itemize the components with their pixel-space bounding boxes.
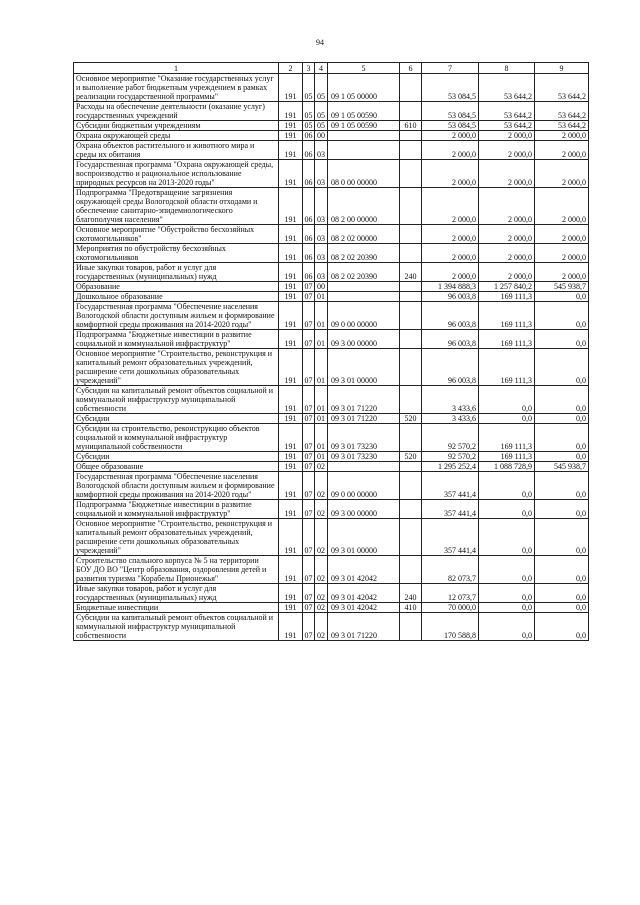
cell-value-col8: 2 000,0: [479, 131, 535, 141]
cell-pr: 03: [315, 141, 328, 160]
cell-pr: 03: [315, 160, 328, 188]
cell-ved: 191: [279, 74, 303, 102]
cell-csr: 09 1 05 00590: [328, 102, 400, 121]
cell-ved: 191: [279, 330, 303, 349]
cell-name: Дошкольное образование: [74, 292, 279, 302]
cell-ved: 191: [279, 131, 303, 141]
cell-csr: [328, 462, 400, 472]
cell-vr: [400, 472, 422, 500]
cell-name: Государственная программа "Обеспечение населения Вологодской области доступным жильем и формирование комфортной среды проживания на 2014-2020 годы": [74, 302, 279, 330]
cell-value-col7: 96 003,8: [422, 349, 479, 386]
cell-csr: [328, 282, 400, 292]
cell-ved: 191: [279, 292, 303, 302]
budget-table: [73, 62, 589, 641]
cell-csr: [328, 292, 400, 302]
cell-value-col7: 357 441,4: [422, 472, 479, 500]
cell-value-col7: 12 073,7: [422, 584, 479, 603]
cell-rz: 07: [303, 472, 315, 500]
cell-vr: [400, 282, 422, 292]
table-row: [74, 452, 589, 462]
table-row: [74, 472, 589, 500]
cell-name: Субсидии на строительство, реконструкцию объектов социальной и коммунальной инфраструктур муниципальной собственности: [74, 424, 279, 452]
cell-value-col9: 53 644,2: [535, 121, 589, 131]
cell-value-col9: 53 644,2: [535, 74, 589, 102]
cell-rz: 07: [304, 292, 313, 301]
cell-pr: 03: [315, 188, 328, 225]
cell-value-col9: 0,0: [535, 500, 589, 519]
cell-rz: 06: [303, 225, 315, 244]
cell-csr: 09 3 01 00000: [328, 519, 400, 556]
cell-value-col7: 82 073,7: [422, 556, 479, 584]
cell-value-col7: 53 084,5: [422, 102, 479, 121]
table-row: [74, 424, 589, 452]
table-row: [74, 282, 589, 292]
cell-vr: [400, 330, 422, 349]
cell-pr: 01: [315, 424, 328, 452]
cell-value-col7: 92 570,2: [422, 452, 479, 462]
cell-value-col8: 1 088 728,9: [479, 462, 535, 472]
cell-vr: [400, 519, 422, 556]
cell-value-col8: 0,0: [479, 414, 535, 424]
table-row: [74, 500, 589, 519]
cell-vr: 240: [400, 263, 422, 282]
cell-ved: 191: [279, 472, 303, 500]
cell-value-col7: 1 394 888,3: [422, 282, 479, 292]
cell-pr: 01: [315, 302, 328, 330]
cell-name: Субсидии бюджетным учреждениям: [74, 121, 279, 131]
cell-csr: 09 0 00 00000: [328, 472, 400, 500]
cell-value-col7: 2 000,0: [422, 141, 479, 160]
cell-pr: 01: [315, 349, 328, 386]
cell-value-col9: 53 644,2: [535, 102, 589, 121]
header-col-8: 8: [479, 63, 535, 74]
cell-csr: 09 3 01 42042: [328, 603, 400, 613]
cell-rz: 07: [303, 613, 315, 641]
cell-ved: 191: [279, 584, 303, 603]
cell-value-col7: 96 003,8: [422, 302, 479, 330]
cell-rz: 07: [303, 386, 315, 414]
cell-csr: [328, 131, 400, 141]
cell-value-col8: 2 000,0: [479, 263, 535, 282]
cell-vr: [400, 225, 422, 244]
header-col-6: 6: [400, 63, 422, 74]
cell-pr: 01: [315, 452, 328, 462]
cell-value-col9: 0,0: [535, 292, 589, 302]
table-row: [74, 121, 589, 131]
cell-value-col9: 2 000,0: [535, 225, 589, 244]
cell-rz: 06: [303, 263, 315, 282]
header-col-1: 1: [74, 63, 279, 74]
cell-ved: 191: [279, 188, 303, 225]
cell-rz: 07: [303, 302, 315, 330]
cell-name: Подпрограмма "Бюджетные инвестиции в развитие социальной и коммунальной инфраструктур": [74, 330, 279, 349]
table-row: [74, 244, 589, 263]
cell-vr: [400, 74, 422, 102]
cell-value-col8: 0,0: [479, 500, 535, 519]
table-row: [74, 349, 589, 386]
cell-name: Расходы на обеспечение деятельности (оказание услуг) государственных учреждений: [74, 102, 279, 121]
cell-value-col7: 2 000,0: [422, 188, 479, 225]
cell-value-col7: 357 441,4: [422, 519, 479, 556]
cell-ved: 191: [279, 452, 303, 462]
cell-rz: 06: [303, 160, 315, 188]
cell-value-col8: 169 111,3: [479, 349, 535, 386]
cell-ved: 191: [279, 102, 303, 121]
cell-name: Субсидии на капитальный ремонт объектов социальной и коммунальной инфраструктур муниципальной собственности: [74, 386, 279, 414]
cell-value-col8: 0,0: [479, 613, 535, 641]
cell-vr: [400, 131, 422, 141]
table-row: [74, 74, 589, 102]
cell-ved: 191: [279, 225, 303, 244]
cell-ved: 191: [279, 302, 303, 330]
cell-rz: 06: [304, 131, 313, 140]
cell-rz: 07: [303, 500, 315, 519]
cell-value-col8: 2 000,0: [479, 160, 535, 188]
cell-rz: 07: [304, 603, 313, 612]
cell-ved: 191: [279, 386, 303, 414]
cell-ved: 191: [279, 424, 303, 452]
cell-vr: 520: [400, 452, 422, 462]
cell-value-col8: 169 111,3: [479, 302, 535, 330]
cell-rz: 07: [303, 584, 315, 603]
cell-name: Подпрограмма "Предотвращение загрязнения окружающей среды Вологодской области отходами и обеспечение санитарно-эпидемиологического благополучия населения": [74, 188, 279, 225]
table-row: [74, 263, 589, 282]
cell-csr: 09 3 01 73230: [328, 424, 400, 452]
cell-vr: [400, 292, 422, 302]
cell-value-col8: 1 257 840,2: [479, 282, 535, 292]
cell-rz: 07: [303, 424, 315, 452]
cell-vr: [400, 386, 422, 414]
cell-rz: 07: [304, 452, 313, 461]
cell-csr: 09 3 00 00000: [328, 500, 400, 519]
cell-value-col9: 2 000,0: [535, 244, 589, 263]
cell-csr: 09 0 00 00000: [328, 302, 400, 330]
cell-value-col9: 0,0: [535, 519, 589, 556]
table-row: [74, 302, 589, 330]
cell-vr: [400, 244, 422, 263]
cell-value-col7: 3 433,6: [422, 386, 479, 414]
cell-pr: 02: [315, 500, 328, 519]
cell-value-col9: 545 938,7: [535, 462, 589, 472]
cell-pr: 05: [315, 74, 328, 102]
cell-ved: 191: [279, 613, 303, 641]
cell-pr: 02: [315, 519, 328, 556]
cell-rz: 05: [303, 74, 315, 102]
cell-rz: 07: [303, 519, 315, 556]
cell-value-col7: 96 003,8: [422, 330, 479, 349]
cell-value-col8: 0,0: [479, 472, 535, 500]
cell-name: Охрана окружающей среды: [74, 131, 279, 141]
cell-pr: 03: [315, 263, 328, 282]
cell-csr: 09 3 00 00000: [328, 330, 400, 349]
cell-name: Бюджетные инвестиции: [74, 603, 279, 613]
table-row: [74, 131, 589, 141]
cell-value-col9: 0,0: [535, 330, 589, 349]
cell-rz: 06: [303, 244, 315, 263]
cell-pr: 05: [315, 102, 328, 121]
cell-value-col9: 0,0: [535, 302, 589, 330]
cell-ved: 191: [279, 141, 303, 160]
table-body: [74, 74, 589, 641]
cell-vr: [400, 188, 422, 225]
cell-value-col9: 0,0: [535, 613, 589, 641]
cell-value-col8: 0,0: [479, 584, 535, 603]
cell-vr: [400, 349, 422, 386]
table-row: [74, 386, 589, 414]
table-row: [74, 225, 589, 244]
cell-vr: [400, 160, 422, 188]
table-row: [74, 330, 589, 349]
cell-csr: 08 0 00 00000: [328, 160, 400, 188]
cell-pr: 03: [315, 225, 328, 244]
cell-value-col9: 0,0: [535, 603, 589, 613]
table-row: [74, 292, 589, 302]
cell-pr: 02: [315, 556, 328, 584]
cell-value-col8: 2 000,0: [479, 188, 535, 225]
cell-csr: 09 3 01 71220: [328, 613, 400, 641]
cell-value-col7: 1 295 252,4: [422, 462, 479, 472]
cell-csr: 09 3 01 00000: [328, 349, 400, 386]
cell-value-col8: 169 111,3: [479, 424, 535, 452]
cell-name: Общее образование: [74, 462, 279, 472]
cell-value-col9: 0,0: [535, 424, 589, 452]
cell-value-col8: 169 111,3: [479, 452, 535, 462]
cell-value-col8: 169 111,3: [479, 330, 535, 349]
cell-value-col8: 2 000,0: [479, 225, 535, 244]
cell-value-col9: 2 000,0: [535, 160, 589, 188]
cell-value-col9: 2 000,0: [535, 188, 589, 225]
cell-value-col9: 0,0: [535, 386, 589, 414]
cell-rz: 07: [304, 414, 313, 423]
header-col-9: 9: [535, 63, 589, 74]
cell-vr: 410: [400, 603, 422, 613]
cell-csr: 09 3 01 42042: [328, 584, 400, 603]
cell-pr: 02: [315, 462, 328, 472]
table-row: [74, 188, 589, 225]
cell-name: Основное мероприятие "Обустройство бесхозяйных скотомогильников": [74, 225, 279, 244]
cell-pr: 01: [315, 292, 328, 302]
cell-rz: 06: [303, 188, 315, 225]
cell-value-col9: 0,0: [535, 452, 589, 462]
cell-pr: 02: [315, 584, 328, 603]
cell-name: Мероприятия по обустройству бесхозяйных скотомогильников: [74, 244, 279, 263]
cell-vr: 520: [400, 414, 422, 424]
cell-ved: 191: [279, 160, 303, 188]
table-row: [74, 603, 589, 613]
cell-name: Государственная программа "Обеспечение населения Вологодской области доступным жильем и формирование комфортной среды проживания на 2014-2020 годы": [74, 472, 279, 500]
cell-csr: 09 3 01 71220: [328, 386, 400, 414]
cell-value-col9: 2 000,0: [535, 263, 589, 282]
cell-value-col9: 2 000,0: [535, 141, 589, 160]
cell-ved: 191: [279, 263, 303, 282]
cell-name: Основное мероприятие "Строительство, реконструкция и капитальный ремонт образовательных учреждений, расширение сети дошкольных образовательных учреждений": [74, 349, 279, 386]
cell-csr: 09 3 01 73230: [328, 452, 400, 462]
cell-name: Подпрограмма "Бюджетные инвестиции в развитие социальной и коммунальной инфраструктур": [74, 500, 279, 519]
cell-ved: 191: [279, 556, 303, 584]
header-col-2: 2: [279, 63, 303, 74]
cell-pr: 03: [315, 244, 328, 263]
cell-value-col8: 53 644,2: [479, 102, 535, 121]
cell-value-col7: 53 084,5: [422, 74, 479, 102]
cell-csr: 08 2 02 20390: [328, 244, 400, 263]
cell-ved: 191: [279, 121, 303, 131]
cell-value-col8: 0,0: [479, 386, 535, 414]
table-row: [74, 414, 589, 424]
cell-value-col8: 2 000,0: [479, 141, 535, 160]
cell-value-col7: 92 570,2: [422, 424, 479, 452]
cell-ved: 191: [279, 462, 303, 472]
cell-value-col7: 96 003,8: [422, 292, 479, 302]
cell-name: Субсидии: [74, 452, 279, 462]
cell-value-col7: 2 000,0: [422, 131, 479, 141]
cell-ved: 191: [279, 519, 303, 556]
cell-vr: [400, 500, 422, 519]
table-row: [74, 102, 589, 121]
cell-value-col8: 169 111,3: [479, 292, 535, 302]
cell-csr: 08 2 00 00000: [328, 188, 400, 225]
cell-value-col8: 53 644,2: [479, 74, 535, 102]
cell-name: Основное мероприятие "Строительство, реконструкция и капитальный ремонт образовательных учреждений, расширение сети дошкольных образовательных учреждений": [74, 519, 279, 556]
cell-pr: 01: [315, 414, 328, 424]
cell-vr: 610: [400, 121, 422, 131]
cell-rz: 07: [303, 330, 315, 349]
cell-ved: 191: [279, 414, 303, 424]
cell-ved: 191: [279, 500, 303, 519]
cell-value-col7: 2 000,0: [422, 263, 479, 282]
cell-csr: 09 3 01 71220: [328, 414, 400, 424]
cell-value-col7: 2 000,0: [422, 244, 479, 263]
cell-rz: 05: [303, 102, 315, 121]
cell-name: Субсидии на капитальный ремонт объектов социальной и коммунальной инфраструктур муниципальной собственности: [74, 613, 279, 641]
cell-name: Иные закупки товаров, работ и услуг для государственных (муниципальных) нужд: [74, 263, 279, 282]
header-col-4: 4: [315, 63, 328, 74]
cell-name: Строительство спального корпуса № 5 на территории БОУ ДО ВО "Центр образования, оздоровления детей и развития туризма "Корабелы Прионежья": [74, 556, 279, 584]
cell-ved: 191: [279, 349, 303, 386]
cell-value-col8: 0,0: [479, 519, 535, 556]
table-row: [74, 584, 589, 603]
cell-value-col7: 357 441,4: [422, 500, 479, 519]
cell-rz: 05: [304, 121, 313, 130]
cell-value-col7: 53 084,5: [422, 121, 479, 131]
cell-rz: 06: [303, 141, 315, 160]
cell-name: Охрана объектов растительного и животного мира и среды их обитания: [74, 141, 279, 160]
cell-vr: [400, 556, 422, 584]
cell-ved: 191: [279, 603, 303, 613]
cell-rz: 07: [304, 462, 313, 471]
cell-vr: 240: [400, 584, 422, 603]
cell-ved: 191: [279, 244, 303, 263]
cell-name: Субсидии: [74, 414, 279, 424]
header-row: [74, 63, 589, 74]
cell-pr: 02: [315, 472, 328, 500]
cell-pr: 02: [315, 613, 328, 641]
cell-value-col9: 0,0: [535, 349, 589, 386]
cell-rz: 07: [304, 282, 313, 291]
cell-name: Иные закупки товаров, работ и услуг для государственных (муниципальных) нужд: [74, 584, 279, 603]
cell-value-col7: 2 000,0: [422, 160, 479, 188]
cell-ved: 191: [279, 282, 303, 292]
header-col-7: 7: [422, 63, 479, 74]
cell-value-col9: 0,0: [535, 556, 589, 584]
cell-vr: [400, 141, 422, 160]
cell-csr: 09 3 01 42042: [328, 556, 400, 584]
cell-vr: [400, 462, 422, 472]
cell-pr: 00: [315, 282, 328, 292]
cell-value-col7: 2 000,0: [422, 225, 479, 244]
cell-value-col9: 2 000,0: [535, 131, 589, 141]
cell-pr: 02: [315, 603, 328, 613]
header-col-3: 3: [303, 63, 315, 74]
cell-csr: [328, 141, 400, 160]
cell-value-col7: 3 433,6: [422, 414, 479, 424]
cell-value-col8: 0,0: [479, 603, 535, 613]
cell-pr: 05: [315, 121, 328, 131]
cell-name: Основное мероприятие "Оказание государственных услуг и выполнение работ бюджетным учреждением в рамках реализации государственной программы": [74, 74, 279, 102]
table-row: [74, 613, 589, 641]
cell-value-col8: 53 644,2: [479, 121, 535, 131]
cell-value-col9: 545 938,7: [535, 282, 589, 292]
cell-vr: [400, 302, 422, 330]
cell-value-col9: 0,0: [535, 414, 589, 424]
table-row: [74, 556, 589, 584]
cell-value-col9: 0,0: [535, 584, 589, 603]
page-number: 94: [316, 38, 324, 47]
cell-vr: [400, 102, 422, 121]
cell-pr: 00: [315, 131, 328, 141]
cell-value-col7: 70 000,0: [422, 603, 479, 613]
cell-csr: 09 1 05 00000: [328, 74, 400, 102]
cell-pr: 01: [315, 330, 328, 349]
cell-vr: [400, 613, 422, 641]
cell-csr: 08 2 02 00000: [328, 225, 400, 244]
cell-value-col9: 0,0: [535, 472, 589, 500]
table-row: [74, 160, 589, 188]
cell-vr: [400, 424, 422, 452]
cell-csr: 08 2 02 20390: [328, 263, 400, 282]
cell-value-col8: 0,0: [479, 556, 535, 584]
cell-value-col8: 2 000,0: [479, 244, 535, 263]
cell-value-col7: 170 588,8: [422, 613, 479, 641]
cell-name: Образование: [74, 282, 279, 292]
cell-rz: 07: [303, 556, 315, 584]
table-row: [74, 462, 589, 472]
cell-rz: 07: [303, 349, 315, 386]
cell-csr: 09 1 05 00590: [328, 121, 400, 131]
table-row: [74, 519, 589, 556]
header-col-5: 5: [328, 63, 400, 74]
cell-pr: 01: [315, 386, 328, 414]
cell-name: Государственная программа "Охрана окружающей среды, воспроизводство и рациональное использование природных ресурсов на 2013-2020 годы": [74, 160, 279, 188]
table-row: [74, 141, 589, 160]
